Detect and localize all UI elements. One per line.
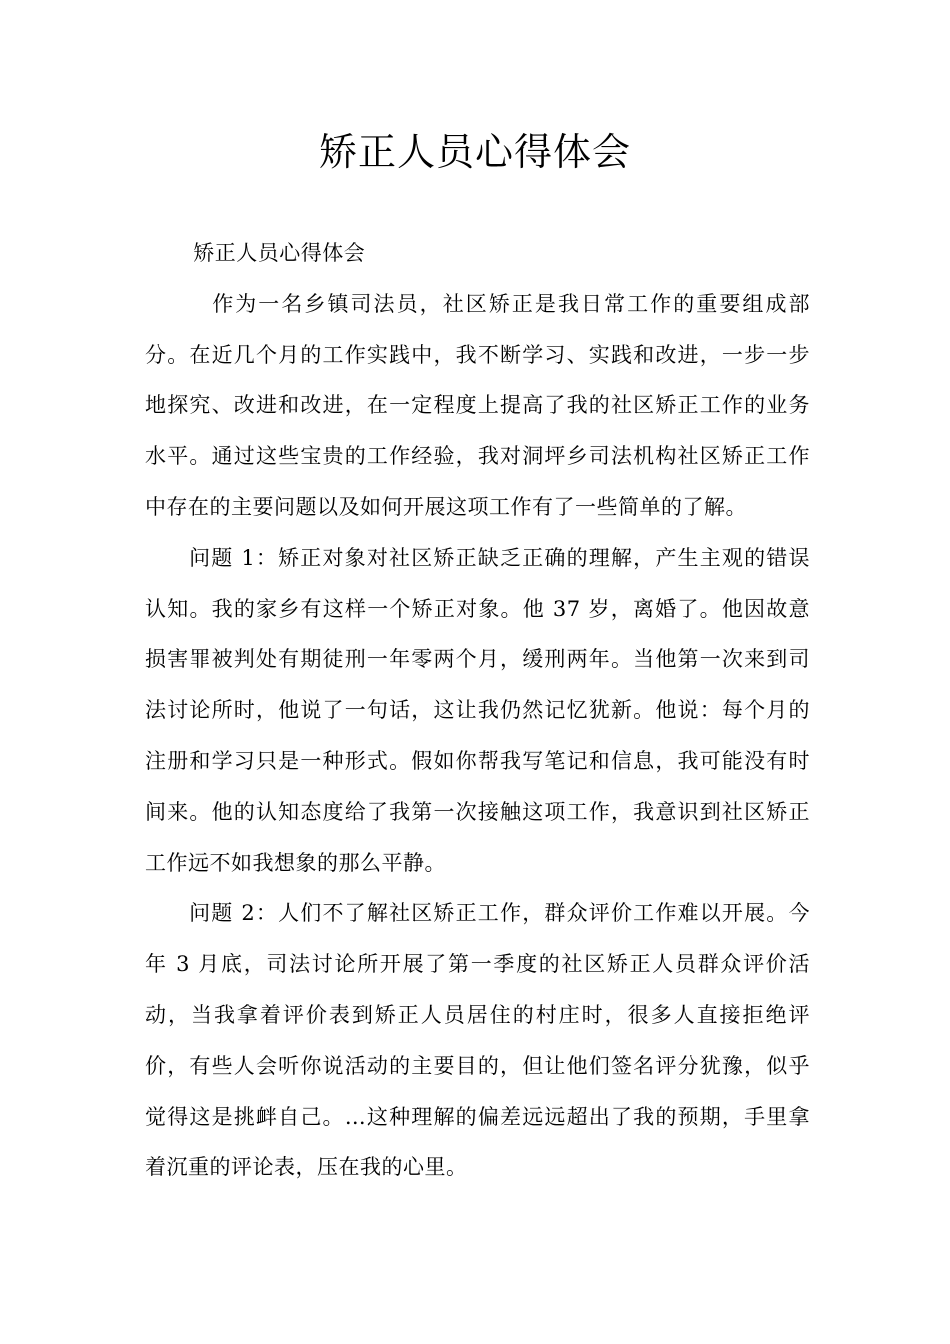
subtitle-paragraph: 矫正人员心得体会 <box>193 241 366 265</box>
problem-2-paragraph: 问题 2：人们不了解社区矫正工作，群众评价工作难以开展。今年 3 月底，司法讨论所开展了第一季度的社区矫正人员群众评价活动，当我拿着评价表到矫正人员居住的村庄时，很多人直接拒绝评价，有些人会听你说活动的主要目的，但让他们签名评分犹豫，似乎觉得这是挑衅自己。…这种理解的偏差远远超出了我的预期，手里拿着沉重的评论表，压在我的心里。 <box>145 901 810 1180</box>
document-title: 矫正人员心得体会 <box>318 130 631 174</box>
problem-1-paragraph: 问题 1：矫正对象对社区矫正缺乏正确的理解，产生主观的错误认知。我的家乡有这样一个矫正对象。他 37 岁，离婚了。他因故意损害罪被判处有期徒刑一年零两个月，缓刑两年。当他第一次来到司法讨论所时，他说了一句话，这让我仍然记忆犹新。他说：每个月的注册和学习只是一种形式。假如你帮我写笔记和信息，我可能没有时间来。他的认知态度给了我第一次接触这项工作，我意识到社区矫正工作远不如我想象的那么平静。 <box>145 545 810 875</box>
document-body <box>145 228 810 1193</box>
intro-paragraph: 作为一名乡镇司法员，社区矫正是我日常工作的重要组成部分。在近几个月的工作实践中，我不断学习、实践和改进，一步一步地探究、改进和改进，在一定程度上提高了我的社区矫正工作的业务水平。通过这些宝贵的工作经验，我对洞坪乡司法机构社区矫正工作中存在的主要问题以及如何开展这项工作有了一些简单的了解。 <box>145 291 810 519</box>
